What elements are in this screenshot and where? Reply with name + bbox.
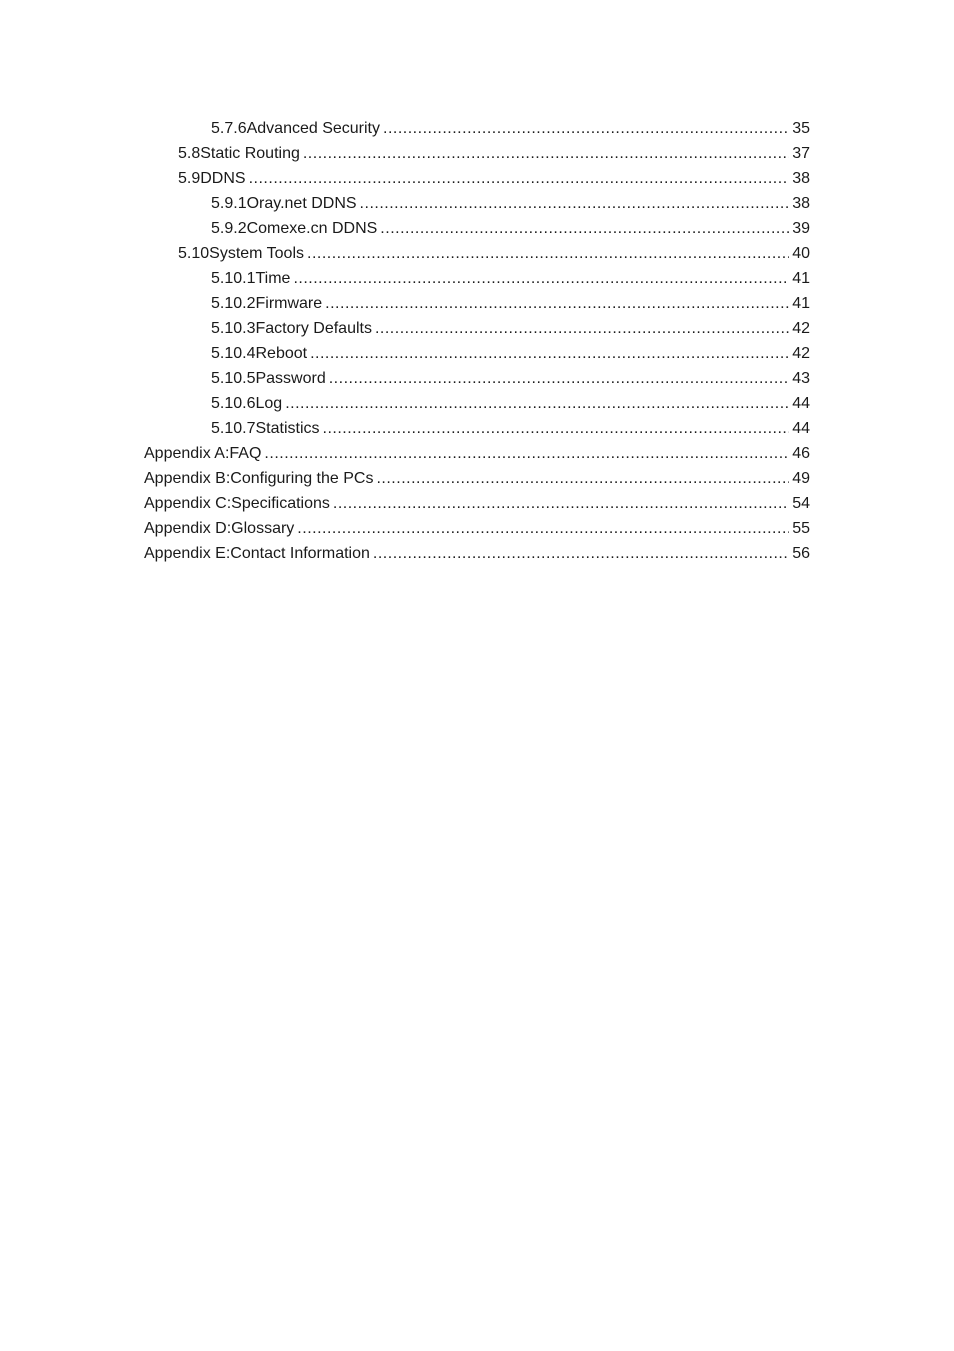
toc-entry-title: Contact Information — [230, 545, 370, 562]
toc-dot-leader — [249, 166, 790, 191]
toc-entry[interactable] — [144, 491, 810, 516]
toc-entry[interactable] — [144, 216, 810, 241]
toc-entry-number: 5.8 — [178, 145, 201, 162]
toc-entry-page: 54 — [792, 495, 810, 512]
toc-entry-page: 42 — [792, 320, 810, 337]
toc-entry-number: Appendix B: — [144, 470, 231, 487]
toc-entry[interactable] — [144, 141, 810, 166]
toc-entry-title: Reboot — [255, 345, 308, 362]
toc-dot-leader — [376, 466, 789, 491]
toc-entry-title: Static Routing — [200, 145, 300, 162]
toc-entry[interactable] — [144, 291, 810, 316]
toc-entry-page: 46 — [792, 445, 810, 462]
toc-dot-leader — [360, 191, 790, 216]
toc-entry-title: Log — [255, 395, 283, 412]
toc-dot-leader — [329, 366, 789, 391]
toc-entry[interactable] — [144, 416, 810, 441]
toc-entry-title: Advanced Security — [246, 120, 380, 137]
toc-entry[interactable] — [144, 541, 810, 566]
toc-entry-title: Statistics — [255, 420, 320, 437]
toc-dot-leader — [310, 341, 789, 366]
toc-dot-leader — [373, 541, 789, 566]
toc-dot-leader — [333, 491, 789, 516]
toc-entry-title: Time — [255, 270, 291, 287]
toc-entry-number: Appendix E: — [144, 545, 231, 562]
toc-entry-title: Comexe.cn DDNS — [246, 220, 378, 237]
toc-entry-title: System Tools — [209, 245, 304, 262]
toc-entry-page: 43 — [792, 370, 810, 387]
toc-entry-number: 5.10.3 — [211, 320, 256, 337]
toc-entry-title: Oray.net DDNS — [246, 195, 357, 212]
toc-entry-page: 56 — [792, 545, 810, 562]
toc-entry[interactable] — [144, 316, 810, 341]
toc-entry[interactable] — [144, 516, 810, 541]
toc-entry-page: 38 — [792, 195, 810, 212]
toc-dot-leader — [323, 416, 790, 441]
toc-entry[interactable] — [144, 391, 810, 416]
toc-entry-number: 5.10.7 — [211, 420, 256, 437]
toc-entry-title: Factory Defaults — [255, 320, 372, 337]
toc-entry[interactable] — [144, 266, 810, 291]
toc-entry-number: 5.10.4 — [211, 345, 256, 362]
toc-entry-number: 5.10.6 — [211, 395, 256, 412]
toc-dot-leader — [303, 141, 789, 166]
toc-entry-title: Firmware — [255, 295, 323, 312]
toc-entry-page: 39 — [792, 220, 810, 237]
toc-entry-number: Appendix D: — [144, 520, 232, 537]
toc-entry-title: Glossary — [231, 520, 295, 537]
toc-entry-number: 5.10 — [178, 245, 210, 262]
toc-entry-page: 55 — [792, 520, 810, 537]
toc-entry[interactable] — [144, 366, 810, 391]
toc-entry-title: Specifications — [231, 495, 330, 512]
toc-entry-page: 44 — [792, 420, 810, 437]
toc-entry-number: Appendix A: — [144, 445, 230, 462]
toc-dot-leader — [264, 441, 789, 466]
toc-entry-title: Configuring the PCs — [230, 470, 374, 487]
toc-entry-number: 5.9.1 — [211, 195, 247, 212]
toc-entry[interactable] — [144, 341, 810, 366]
toc-entry[interactable] — [144, 466, 810, 491]
toc-entry-number: 5.10.2 — [211, 295, 256, 312]
toc-dot-leader — [285, 391, 789, 416]
toc-entry-page: 38 — [792, 170, 810, 187]
toc-entry-title: Password — [255, 370, 326, 387]
toc-dot-leader — [297, 516, 789, 541]
toc-entry-page: 44 — [792, 395, 810, 412]
toc-entry[interactable] — [144, 191, 810, 216]
toc-entry[interactable] — [144, 116, 810, 141]
toc-entry-number: 5.7.6 — [211, 120, 247, 137]
table-of-contents — [144, 116, 810, 566]
toc-entry-page: 41 — [792, 270, 810, 287]
toc-entry-page: 37 — [792, 145, 810, 162]
toc-entry-page: 35 — [792, 120, 810, 137]
toc-entry-page: 42 — [792, 345, 810, 362]
toc-entry-page: 49 — [792, 470, 810, 487]
toc-entry-number: 5.10.1 — [211, 270, 256, 287]
toc-entry-page: 40 — [792, 245, 810, 262]
toc-dot-leader — [325, 291, 789, 316]
toc-entry[interactable] — [144, 166, 810, 191]
toc-entry-number: 5.9 — [178, 170, 201, 187]
toc-entry-title: DDNS — [200, 170, 246, 187]
toc-entry-number: 5.9.2 — [211, 220, 247, 237]
toc-entry-title: FAQ — [229, 445, 262, 462]
toc-dot-leader — [383, 116, 789, 141]
toc-entry-number: 5.10.5 — [211, 370, 256, 387]
toc-entry[interactable] — [144, 441, 810, 466]
toc-dot-leader — [307, 241, 789, 266]
toc-entry-page: 41 — [792, 295, 810, 312]
toc-dot-leader — [375, 316, 789, 341]
toc-entry-number: Appendix C: — [144, 495, 232, 512]
toc-dot-leader — [293, 266, 789, 291]
toc-entry[interactable] — [144, 241, 810, 266]
toc-dot-leader — [380, 216, 789, 241]
